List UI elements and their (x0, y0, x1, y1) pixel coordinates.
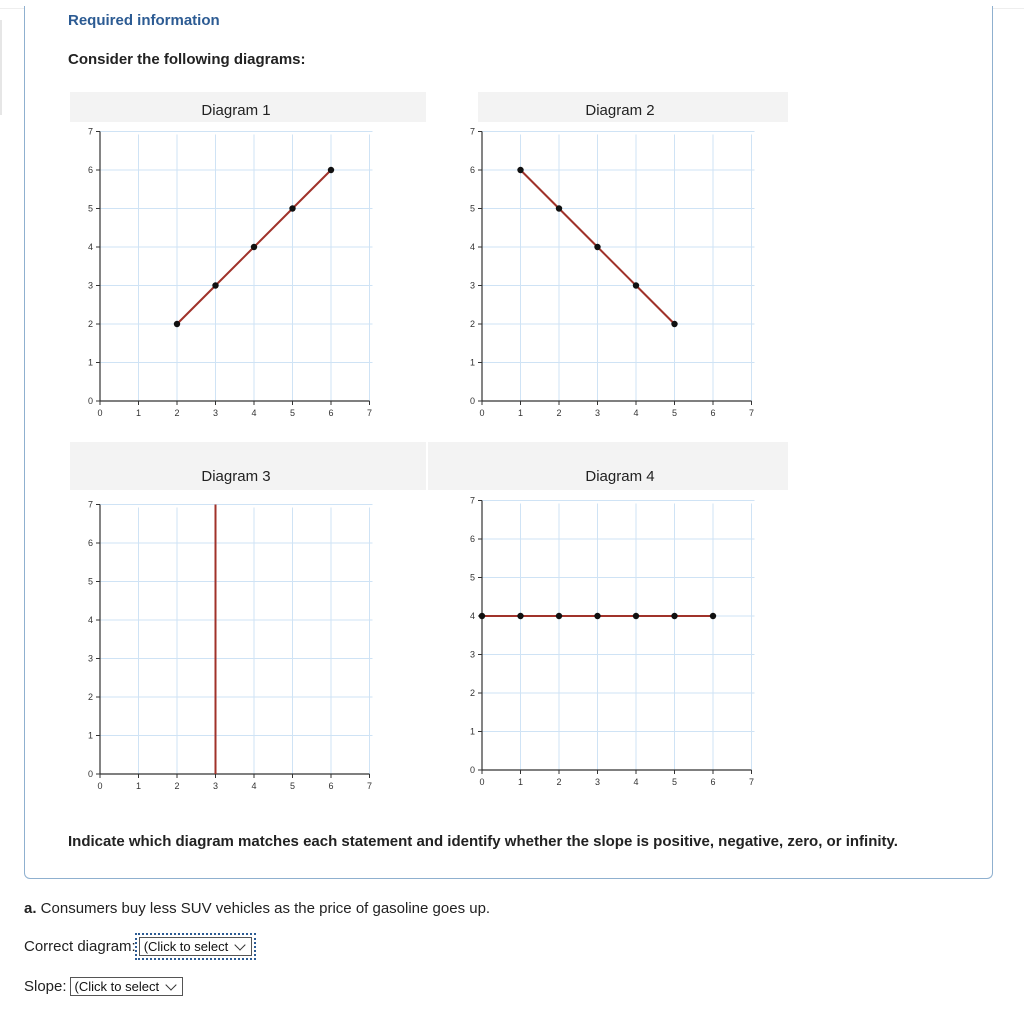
x-tick-label: 5 (289, 408, 296, 418)
y-tick-label: 1 (469, 357, 475, 368)
x-tick-label: 6 (328, 408, 334, 418)
data-point (633, 282, 639, 288)
x-tick-label: 3 (594, 777, 601, 787)
x-tick-label: 3 (594, 408, 601, 418)
y-tick-label: 7 (469, 126, 475, 137)
y-tick-label: 6 (87, 538, 93, 548)
correct-diagram-select-value: (Click to select (143, 939, 229, 954)
diagram-title: Diagram 2 (585, 102, 655, 119)
x-tick-label: 3 (212, 781, 219, 791)
x-tick-label: 0 (479, 777, 485, 787)
x-tick-label: 5 (671, 408, 678, 418)
question-a (24, 900, 490, 917)
instruction-text: Indicate which diagram matches each statement and identify whether the slope is positive, negative, zero, or infinity. (68, 833, 898, 850)
left-edge-mark (0, 20, 2, 115)
x-tick-label: 0 (97, 408, 103, 418)
diagram-1 (70, 92, 426, 418)
y-tick-label: 1 (87, 357, 93, 368)
data-point (289, 205, 295, 211)
y-tick-label: 7 (87, 499, 93, 510)
y-tick-label: 7 (87, 126, 93, 137)
x-tick-label: 6 (710, 777, 716, 787)
y-tick-label: 0 (469, 765, 475, 775)
y-tick-label: 1 (87, 730, 93, 741)
diagram-title: Diagram 4 (585, 468, 655, 485)
x-tick-label: 6 (710, 408, 716, 418)
x-tick-label: 2 (556, 777, 562, 787)
consider-text: Consider the following diagrams: (68, 51, 306, 68)
x-tick-label: 0 (479, 408, 485, 418)
y-tick-label: 0 (87, 769, 93, 779)
question-label: a. (24, 900, 37, 917)
diagram-title: Diagram 3 (201, 468, 271, 485)
y-tick-label: 3 (87, 653, 93, 664)
data-point (328, 167, 334, 173)
question-text: Consumers buy less SUV vehicles as the price of gasoline goes up. (36, 900, 491, 917)
diagram-2 (470, 92, 788, 418)
y-tick-label: 4 (469, 611, 475, 621)
y-tick-label: 5 (87, 203, 93, 214)
required-information-heading: Required information (68, 12, 220, 29)
y-tick-label: 6 (87, 165, 93, 175)
x-tick-label: 4 (251, 781, 257, 791)
data-point (251, 244, 257, 250)
data-point (710, 613, 716, 619)
y-tick-label: 5 (87, 576, 93, 587)
x-tick-label: 1 (135, 781, 142, 791)
y-tick-label: 1 (469, 726, 475, 737)
data-point (517, 613, 523, 619)
data-point (556, 205, 562, 211)
x-tick-label: 6 (328, 781, 334, 791)
y-tick-label: 4 (87, 615, 93, 625)
correct-diagram-row (24, 937, 252, 956)
y-tick-label: 3 (469, 649, 475, 660)
y-tick-label: 2 (87, 692, 93, 702)
slope-label: Slope: (24, 978, 67, 995)
x-tick-label: 7 (366, 408, 373, 418)
y-tick-label: 6 (469, 165, 475, 175)
correct-diagram-select[interactable] (139, 937, 253, 956)
x-tick-label: 2 (174, 781, 180, 791)
y-tick-label: 3 (87, 280, 93, 291)
x-tick-label: 7 (366, 781, 373, 791)
data-point (479, 613, 485, 619)
x-tick-label: 4 (633, 408, 639, 418)
x-tick-label: 3 (212, 408, 219, 418)
x-tick-label: 1 (517, 408, 524, 418)
x-tick-label: 7 (748, 408, 755, 418)
y-tick-label: 6 (469, 534, 475, 544)
chevron-down-icon (165, 979, 176, 990)
x-tick-label: 0 (97, 781, 103, 791)
data-point (212, 282, 218, 288)
slope-row (24, 977, 183, 996)
diagram-4 (428, 442, 788, 787)
x-tick-label: 2 (556, 408, 562, 418)
y-tick-label: 2 (87, 319, 93, 329)
data-point (594, 613, 600, 619)
y-tick-label: 2 (469, 319, 475, 329)
data-point (633, 613, 639, 619)
data-point (174, 321, 180, 327)
x-tick-label: 2 (174, 408, 180, 418)
x-tick-label: 5 (289, 781, 296, 791)
y-tick-label: 4 (469, 242, 475, 252)
y-tick-label: 7 (469, 495, 475, 506)
x-tick-label: 4 (251, 408, 257, 418)
x-tick-label: 1 (135, 408, 142, 418)
y-tick-label: 5 (469, 203, 475, 214)
diagram-title: Diagram 1 (201, 102, 271, 119)
x-tick-label: 5 (671, 777, 678, 787)
correct-diagram-label: Correct diagram: (24, 938, 136, 955)
data-point (594, 244, 600, 250)
data-point (671, 613, 677, 619)
data-point (556, 613, 562, 619)
chevron-down-icon (235, 939, 246, 950)
y-tick-label: 2 (469, 688, 475, 698)
diagram-3 (70, 442, 426, 791)
y-tick-label: 5 (469, 572, 475, 583)
x-tick-label: 1 (517, 777, 524, 787)
x-tick-label: 7 (748, 777, 755, 787)
slope-select-value: (Click to select (74, 979, 160, 994)
data-point (517, 167, 523, 173)
y-tick-label: 0 (469, 396, 475, 406)
y-tick-label: 3 (469, 280, 475, 291)
diagrams-figure (68, 90, 793, 810)
slope-select[interactable] (70, 977, 184, 996)
y-tick-label: 4 (87, 242, 93, 252)
data-point (671, 321, 677, 327)
y-tick-label: 0 (87, 396, 93, 406)
x-tick-label: 4 (633, 777, 639, 787)
